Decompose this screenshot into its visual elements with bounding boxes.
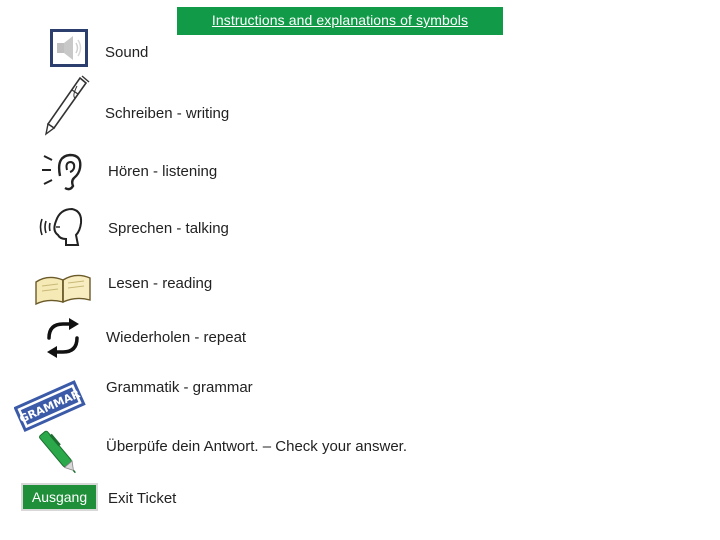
row-label-sound: Sound (105, 44, 149, 61)
speaking-head-icon (38, 205, 86, 249)
repeat-arrows-icon (41, 316, 85, 360)
green-pen-icon (30, 424, 86, 480)
sound-button[interactable] (50, 29, 88, 67)
row-label-check-answer: Überpüfe dein Antwort. – Check your answer. (106, 438, 407, 455)
ausgang-button[interactable]: Ausgang (21, 483, 98, 511)
row-label-reading: Lesen - reading (108, 275, 213, 292)
row-label-repeat: Wiederholen - repeat (106, 329, 247, 346)
row-label-listening: Hören - listening (108, 163, 218, 180)
row-label-exit-ticket: Exit Ticket (108, 490, 177, 507)
row-label-grammar: Grammatik - grammar (106, 379, 253, 396)
speaker-icon (53, 32, 85, 64)
row-label-talking: Sprechen - talking (108, 220, 229, 237)
open-book-icon (34, 272, 92, 306)
ear-icon (40, 150, 86, 192)
title-banner (177, 7, 503, 35)
grammar-stamp-text: GRAMMAR (17, 387, 83, 426)
pen-icon (42, 74, 90, 136)
row-label-writing: Schreiben - writing (105, 105, 230, 122)
page-title: Instructions and explanations of symbols (211, 12, 469, 28)
